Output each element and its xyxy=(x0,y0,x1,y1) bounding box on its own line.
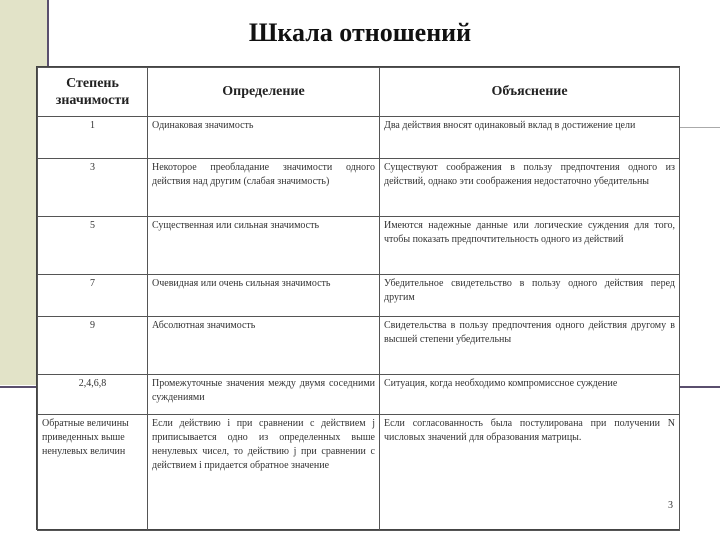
definition-cell: Одинаковая значимость xyxy=(148,117,380,159)
explanation-cell: Существуют соображения в пользу предпочтения одного из действий, однако эти соображения недостаточно убедительны xyxy=(380,159,680,217)
definition-cell: Абсолютная значимость xyxy=(148,317,380,375)
degree-cell: 2,4,6,8 xyxy=(38,375,148,415)
degree-cell: 5 xyxy=(38,217,148,275)
page-number: 3 xyxy=(668,500,673,511)
explanation-cell: Если согласованность была постулирована при получении N числовых значений для образования матрицы. xyxy=(380,415,680,531)
table-row xyxy=(38,117,680,159)
header-explanation: Объяснение xyxy=(380,68,680,117)
table-row xyxy=(38,275,680,317)
degree-cell: 3 xyxy=(38,159,148,217)
table-row xyxy=(38,317,680,375)
table-row xyxy=(38,217,680,275)
table-row xyxy=(38,415,680,531)
ratio-scale-table-frame xyxy=(36,66,680,530)
definition-cell: Если действию i при сравнении с действием j приписывается одно из определенных выше ненулевых чисел, то действию j при сравнении с действием i придается обратное значение xyxy=(148,415,380,531)
table-header-row xyxy=(38,68,680,117)
table-row xyxy=(38,159,680,217)
explanation-cell: Имеются надежные данные или логические суждения для того, чтобы показать предпочтительность одного из действий xyxy=(380,217,680,275)
ratio-scale-table xyxy=(37,67,680,531)
degree-cell: 7 xyxy=(38,275,148,317)
degree-cell: Обратные величины приведенных выше ненулевых величин xyxy=(38,415,148,531)
header-definition: Определение xyxy=(148,68,380,117)
definition-cell: Промежуточные значения между двумя соседними суждениями xyxy=(148,375,380,415)
table-row xyxy=(38,375,680,415)
header-degree: Степень значимости xyxy=(38,68,148,117)
slide-title: Шкала отношений xyxy=(248,18,472,47)
explanation-cell: Убедительное свидетельство в пользу одного действия перед другим xyxy=(380,275,680,317)
definition-cell: Некоторое преобладание значимости одного действия над другим (слабая значимость) xyxy=(148,159,380,217)
explanation-cell: Ситуация, когда необходимо компромиссное суждение xyxy=(380,375,680,415)
degree-cell: 1 xyxy=(38,117,148,159)
definition-cell: Существенная или сильная значимость xyxy=(148,217,380,275)
degree-cell: 9 xyxy=(38,317,148,375)
explanation-cell: Два действия вносят одинаковый вклад в достижение цели xyxy=(380,117,680,159)
definition-cell: Очевидная или очень сильная значимость xyxy=(148,275,380,317)
explanation-cell: Свидетельства в пользу предпочтения одного действия другому в высшей степени убедительны xyxy=(380,317,680,375)
